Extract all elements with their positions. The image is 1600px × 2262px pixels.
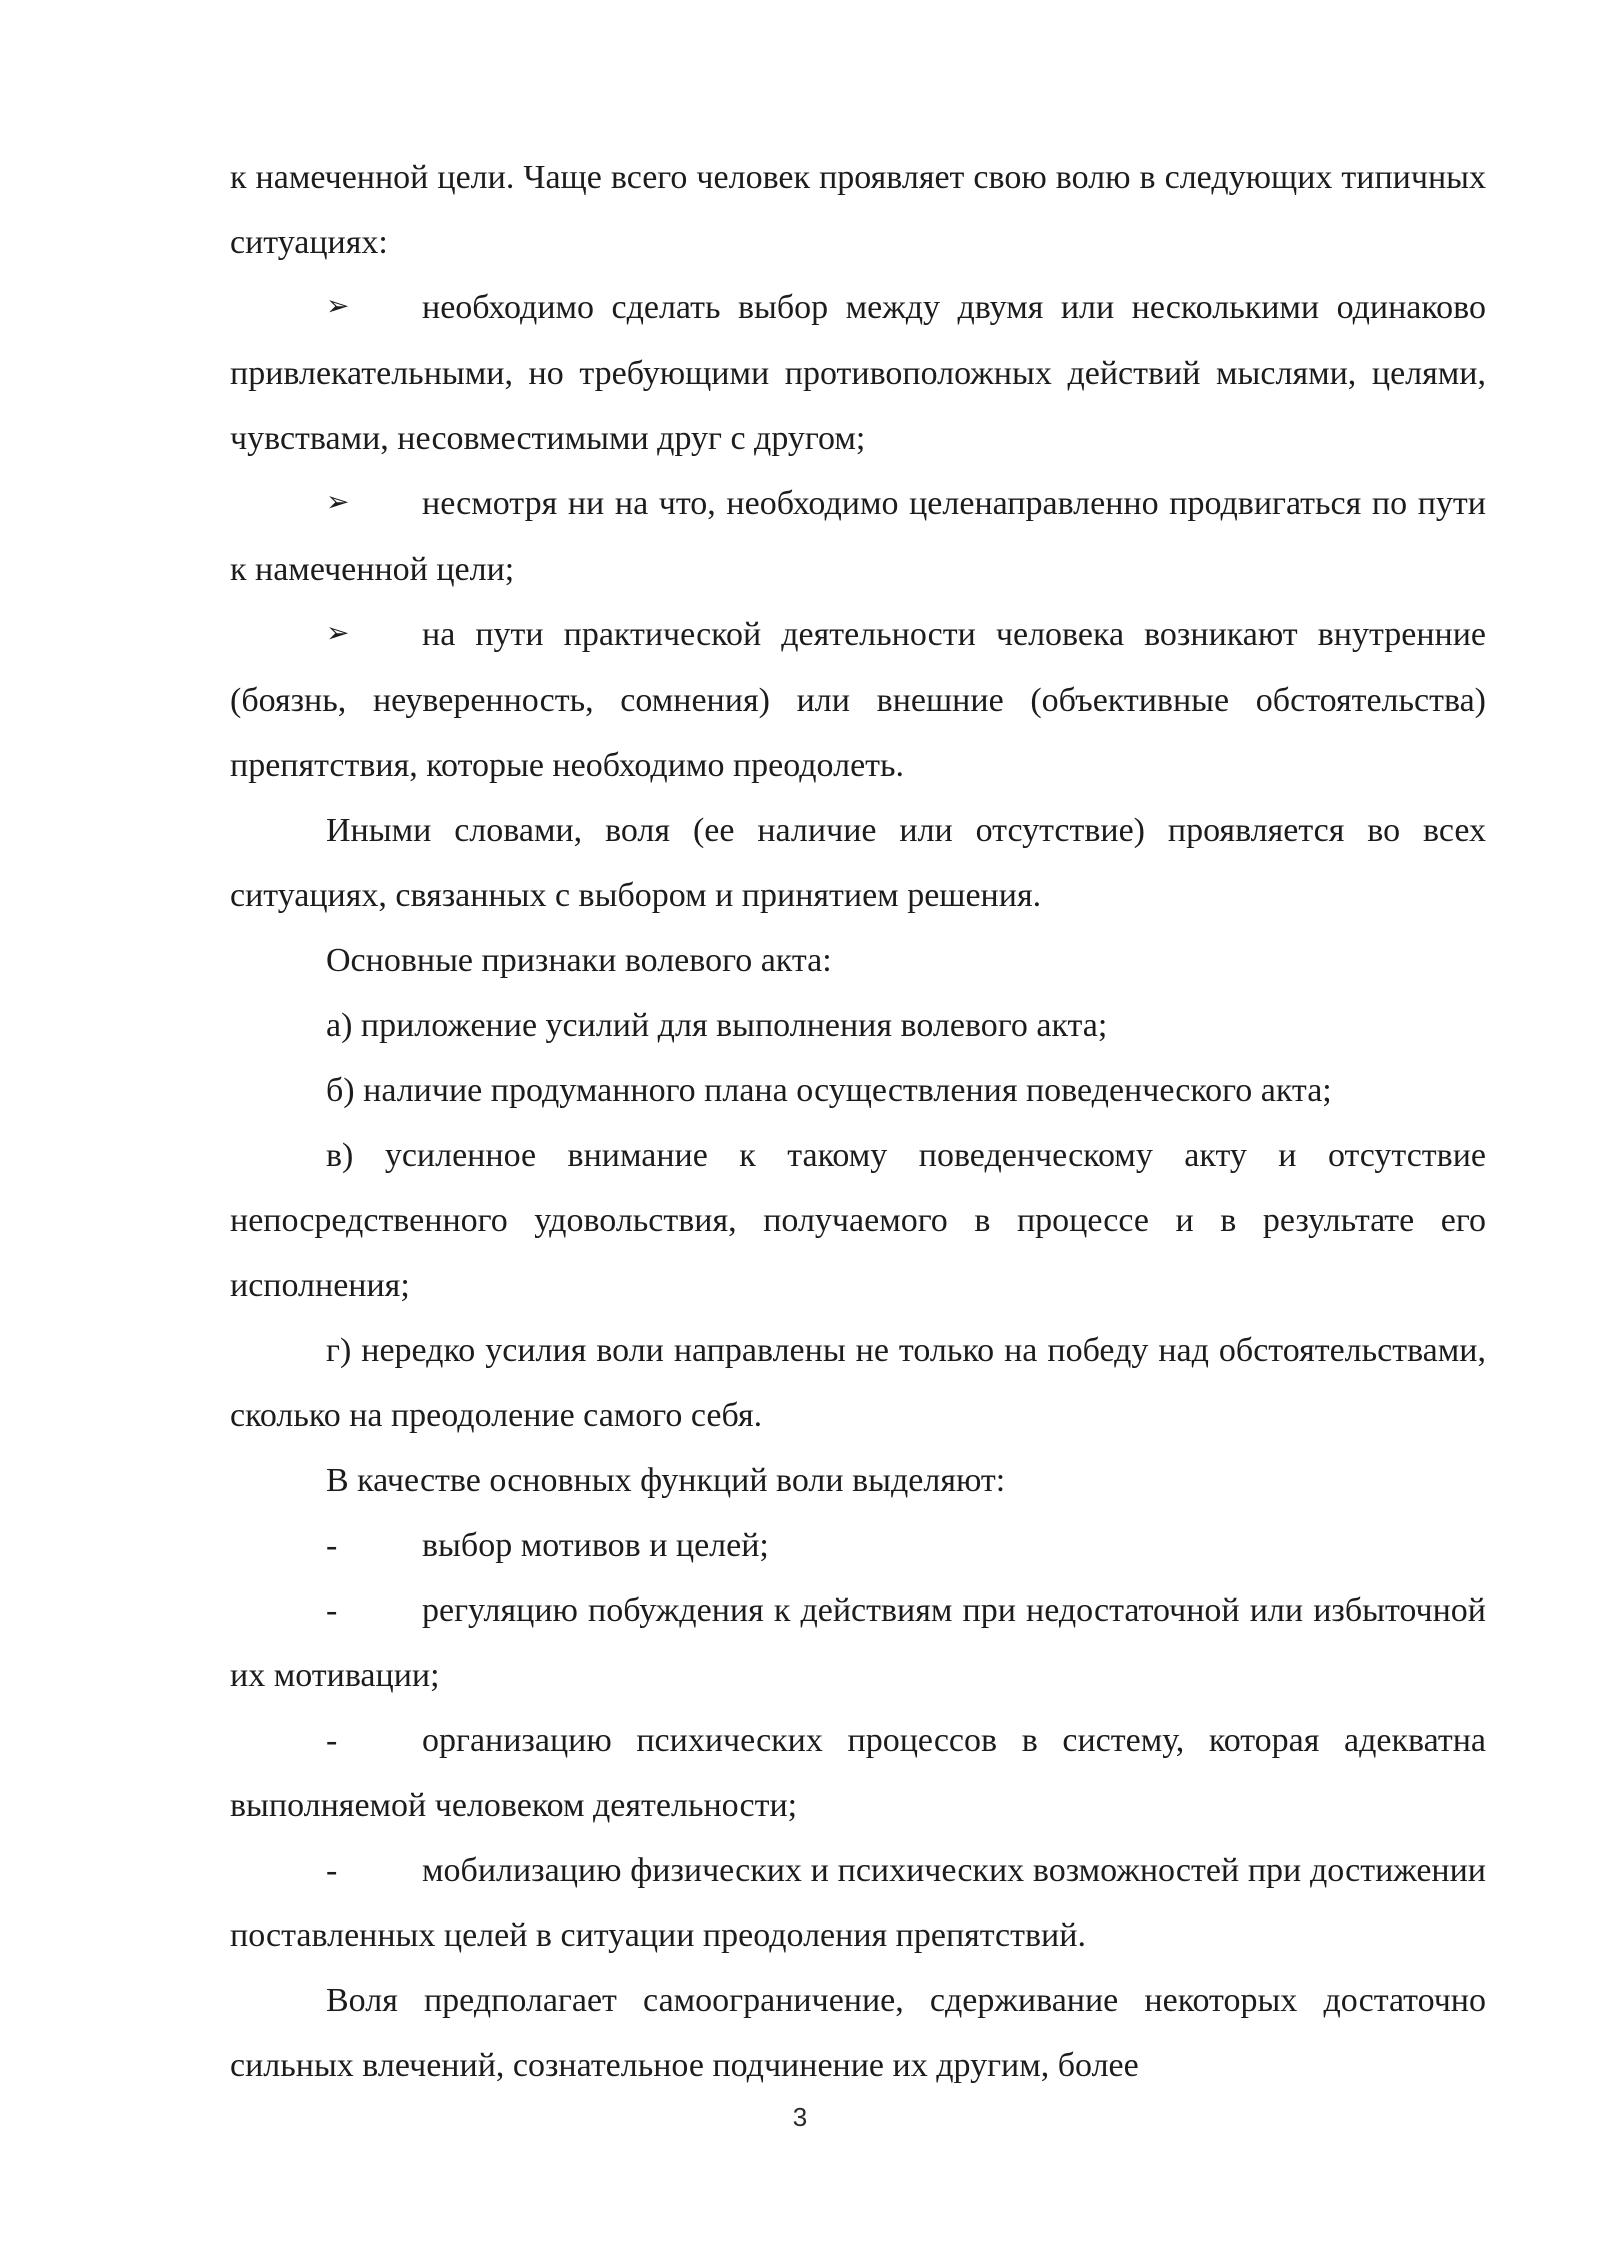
- function-item-2: [230, 1578, 1486, 1708]
- function-text-4: мобилизацию физических и психических возможностей при достижении поставленных целей в ситуации преодоления препятствий.: [230, 1852, 1486, 1954]
- signs-intro-paragraph: Основные признаки волевого акта:: [326, 942, 832, 979]
- situation-item-3: [230, 602, 1486, 798]
- situation-item-1: [230, 275, 1486, 471]
- situation-text-2: несмотря ни на что, необходимо целенаправленно продвигаться по пути к намеченной цели;: [230, 485, 1486, 588]
- function-item-4: [230, 1838, 1486, 1968]
- dash-bullet: -: [326, 1592, 338, 1629]
- sign-item-c: в) усиленное внимание к такому поведенческому акту и отсутствие непосредственного удовольствия, получаемого в процессе и в результате его исполнения;: [230, 1137, 1486, 1304]
- dash-bullet: -: [326, 1722, 338, 1759]
- arrow-bullet-icon: ➢: [326, 616, 350, 649]
- arrow-bullet-icon: ➢: [326, 289, 350, 322]
- sign-item-b: б) наличие продуманного плана осуществления поведенческого акта;: [326, 1072, 1332, 1109]
- arrow-bullet-icon: ➢: [326, 485, 350, 518]
- other-words-paragraph: Иными словами, воля (ее наличие или отсутствие) проявляется во всех ситуациях, связанных с выбором и принятием решения.: [230, 812, 1486, 914]
- sign-item-a: а) приложение усилий для выполнения волевого акта;: [326, 1007, 1108, 1044]
- function-item-3: [230, 1708, 1486, 1838]
- functions-intro-paragraph: В качестве основных функций воли выделяют:: [326, 1462, 1006, 1499]
- page-number: 3: [792, 2102, 808, 2132]
- situation-item-2: [230, 471, 1486, 602]
- body-text: [230, 145, 1486, 2098]
- function-text-3: организацию психических процессов в систему, которая адекватна выполняемой человеком деятельности;: [230, 1722, 1486, 1824]
- continuation-paragraph: к намеченной цели. Чаще всего человек проявляет свою волю в следующих типичных ситуациях:: [230, 159, 1486, 261]
- final-paragraph: Воля предполагает самоограничение, сдерживание некоторых достаточно сильных влечений, сознательное подчинение их другим, более: [230, 1982, 1486, 2084]
- situation-text-3: на пути практической деятельности человека возникают внутренние (боязнь, неуверенность, сомнения) или внешние (объективные обстоятельства) препятствия, которые необходимо преодолеть.: [230, 616, 1486, 784]
- function-text-2: регуляцию побуждения к действиям при недостаточной или избыточной их мотивации;: [230, 1592, 1486, 1694]
- sign-item-d: г) нередко усилия воли направлены не только на победу над обстоятельствами, сколько на преодоление самого себя.: [230, 1332, 1486, 1434]
- dash-bullet: -: [326, 1852, 338, 1889]
- dash-bullet: -: [326, 1527, 338, 1564]
- function-item-1: [230, 1513, 1486, 1578]
- function-text-1: выбор мотивов и целей;: [422, 1527, 769, 1564]
- situation-text-1: необходимо сделать выбор между двумя или несколькими одинаково привлекательными, но требующими противоположных действий мыслями, целями, чувствами, несовместимыми друг с другом;: [230, 289, 1486, 457]
